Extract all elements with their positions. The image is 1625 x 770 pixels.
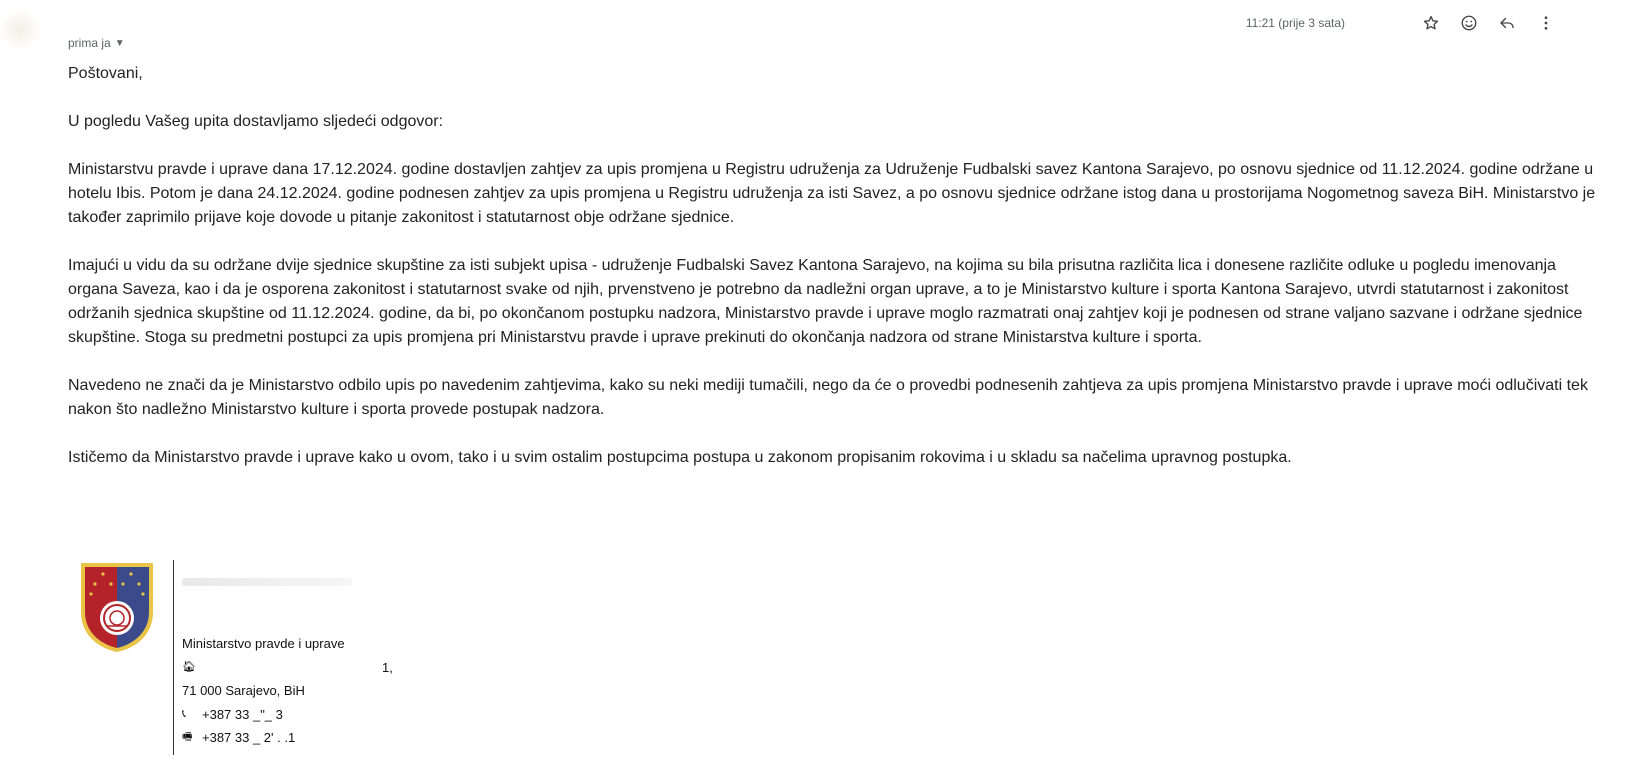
emoji-icon[interactable] xyxy=(1458,12,1480,34)
more-vert-icon[interactable] xyxy=(1535,12,1557,34)
signature-city xyxy=(182,679,393,703)
fax-icon: 🖷︎ xyxy=(182,731,193,743)
signature-phone xyxy=(182,703,393,727)
redacted-name xyxy=(182,578,352,586)
star-icon[interactable] xyxy=(1420,12,1442,34)
recipient-label: prima ja xyxy=(68,36,111,50)
chevron-down-icon[interactable]: ▼ xyxy=(114,37,125,49)
address-number: 1, xyxy=(382,659,393,675)
email-paragraph: U pogledu Vašeg upita dostavljamo sljedeći odgovor: xyxy=(68,113,444,130)
email-paragraph: Ministarstvu pravde i uprave dana 17.12.2024. godine dostavljen zahtjev za upis promjena u Registru udruženja za Udruženje Fudbalski savez Kantona Sarajevo, po osnovu sjednice od 11.12.2024. godine održane u hotelu Ibis. Potom je dana 24.12.2024. godine podnesen zahtjev za upis promjena u Registru udruženja za isti Savez, a po osnovu sjednice održane istog dana u prostorijama Nogometnog saveza BiH. Ministarstvo je također zaprimilo prijave koje dovode u pitanje zakonitost i statutarnost obje održane sjednice. xyxy=(68,161,1596,226)
signature-divider xyxy=(173,560,174,755)
fax-number: +387 33 _ 2' . .1 xyxy=(202,730,296,745)
ministry-name: Ministarstvo pravde i uprave xyxy=(182,636,345,651)
email-paragraph: Navedeno ne znači da je Ministarstvo odbilo upis po navedenim zahtjevima, kako su neki mediji tumačili, nego da će o provedbi podnesenih zahtjeva za upis promjena Ministarstvo pravde i uprave moći odlučivati tek nakon što nadležno Ministarstvo kulture i sporta provede postupak nadzora. xyxy=(68,377,1588,418)
message-timestamp: 11:21 (prije 3 sata) xyxy=(1245,16,1345,30)
reply-icon[interactable] xyxy=(1496,12,1518,34)
signature-ministry xyxy=(182,632,393,656)
phone-icon: 📞︎ xyxy=(182,707,186,720)
canton-coat-of-arms-logo xyxy=(78,560,156,654)
email-greeting: Poštovani, xyxy=(68,65,143,82)
message-header xyxy=(0,0,1625,60)
signature-address xyxy=(182,656,393,680)
phone-number[interactable]: +387 33 _"_ 3 xyxy=(202,706,283,722)
recipient-dropdown[interactable] xyxy=(68,36,125,50)
signature-block xyxy=(182,632,393,750)
city-line: 71 000 Sarajevo, BiH xyxy=(182,683,305,698)
home-icon: 🏠︎ xyxy=(182,660,196,673)
email-body xyxy=(68,62,1598,494)
email-paragraph: Imajući u vidu da su održane dvije sjednice skupštine za isti subjekt upisa - udruženje Fudbalski Savez Kantona Sarajevo, na kojima su bila prisutna različita lica i donesene različite odluke u pogledu imenovanja organa Saveza, kao i da je osporena zakonitost i statutarnost svake od njih, prvenstveno je potrebno da nadležni organ uprave, a to je Ministarstvo kulture i sporta Kantona Sarajevo, utvrdi statutarnost i zakonitost održanih sjednica skupštine od 11.12.2024. godine, da bi, po okončanom postupku nadzora, Ministarstvo pravde i uprave moglo razmatrati onaj zahtjev koji je podnesen od strane valjano sazvane i održane sjednice skupštine. Stoga su predmetni postupci za upis promjena pri Ministarstvu pravde i uprave prekinuti do okončanja nadzora od strane Ministarstva kulture i sporta. xyxy=(68,257,1583,346)
email-paragraph: Ističemo da Ministarstvo pravde i uprave kako u ovom, tako i u svim ostalim postupcima postupa u zakonom propisanim rokovima i u skladu sa načelima upravnog postupka. xyxy=(68,449,1292,466)
sender-avatar[interactable] xyxy=(0,10,40,50)
signature-fax xyxy=(182,726,393,750)
